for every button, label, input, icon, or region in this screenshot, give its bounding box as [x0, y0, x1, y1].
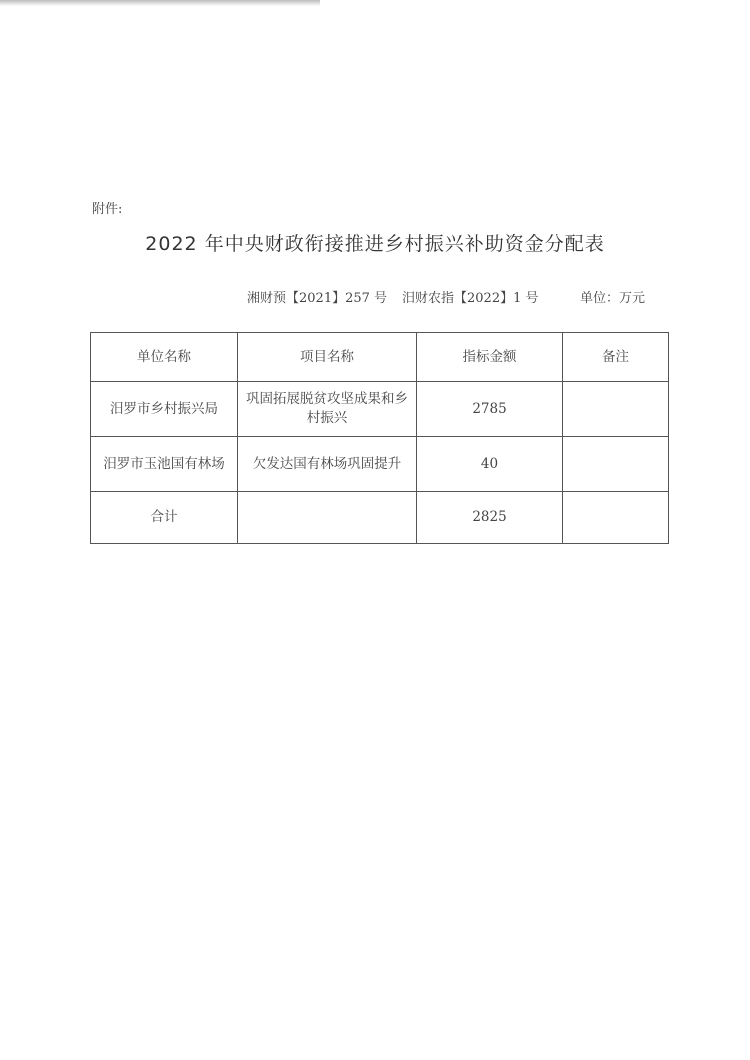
- header-note: 备注: [563, 333, 669, 382]
- header-unit-name: 单位名称: [91, 333, 238, 382]
- attachment-label: 附件:: [92, 202, 123, 217]
- cell-unit-name: 汨罗市玉池国有林场: [91, 437, 238, 492]
- cell-note: [563, 382, 669, 437]
- cell-total-note: [563, 492, 669, 544]
- table-row: [91, 382, 669, 437]
- table-total-row: [91, 492, 669, 544]
- cell-total-label: 合计: [91, 492, 238, 544]
- reference-number-1: 湘财预【2021】257 号: [247, 291, 388, 306]
- cell-amount: 40: [417, 437, 563, 492]
- header-amount: 指标金额: [417, 333, 563, 382]
- cell-unit-name: 汨罗市乡村振兴局: [91, 382, 238, 437]
- scan-edge-shadow: [0, 0, 320, 6]
- table-row: [91, 437, 669, 492]
- unit-label: 单位：万元: [580, 291, 646, 306]
- table-header-row: [91, 333, 669, 382]
- cell-amount: 2785: [417, 382, 563, 437]
- cell-total-amount: 2825: [417, 492, 563, 544]
- reference-number-2: 汨财农指【2022】1 号: [402, 291, 539, 306]
- document-title: 2022 年中央财政衔接推进乡村振兴补助资金分配表: [145, 233, 605, 255]
- allocation-table: [90, 332, 669, 544]
- cell-project-name: 巩固拓展脱贫攻坚成果和乡村振兴: [238, 382, 417, 437]
- header-project-name: 项目名称: [238, 333, 417, 382]
- cell-note: [563, 437, 669, 492]
- cell-project-name: 欠发达国有林场巩固提升: [238, 437, 417, 492]
- cell-total-project: [238, 492, 417, 544]
